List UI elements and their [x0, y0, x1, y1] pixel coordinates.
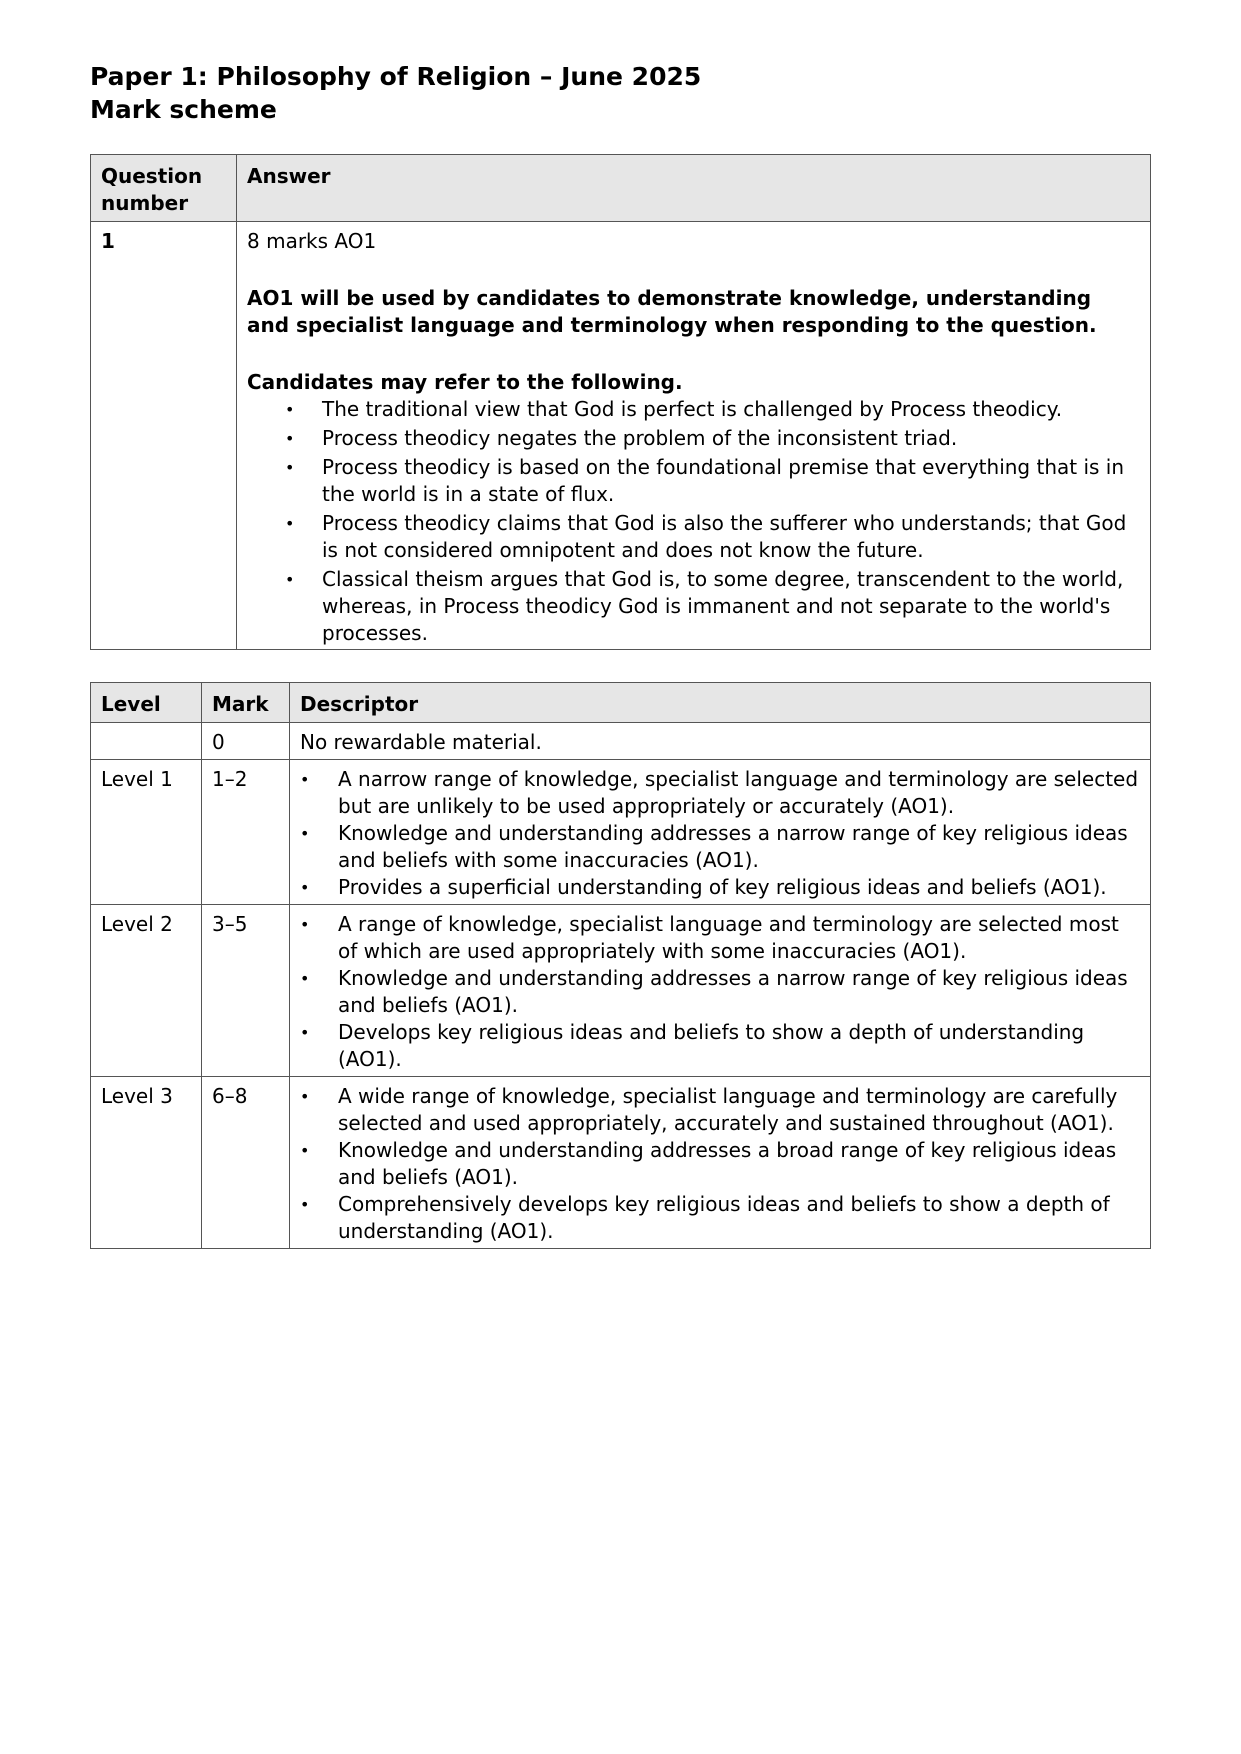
descriptor-bullet-list [300, 911, 1140, 1073]
bullet-icon: • [285, 429, 295, 448]
bullet-icon: • [300, 969, 310, 988]
list-item: • A range of knowledge, specialist language and terminology are selected most of which are used appropriately with some inaccuracies (AO1). [300, 912, 1119, 963]
list-item: • Comprehensively develops key religious ideas and beliefs to show a depth of understanding (AO1). [300, 1192, 1110, 1243]
answer-bullet-list [247, 396, 1140, 647]
may-refer-heading: Candidates may refer to the following. [247, 370, 683, 394]
bullet-icon: • [300, 824, 310, 843]
list-item: • Develops key religious ideas and beliefs to show a depth of understanding (AO1). [300, 1020, 1085, 1071]
bullet-icon: • [285, 400, 295, 419]
title-line-2: Mark scheme [90, 95, 277, 124]
page-title [90, 60, 1150, 126]
list-item: • Provides a superficial understanding of key religious ideas and beliefs (AO1). [300, 875, 1107, 899]
bullet-icon: • [300, 1087, 310, 1106]
level-cell: Level 2 [91, 905, 202, 1077]
list-item: • Knowledge and understanding addresses a broad range of key religious ideas and beliefs (AO1). [300, 1138, 1117, 1189]
descriptor-cell [290, 905, 1151, 1077]
descriptor-bullet-list [300, 1083, 1140, 1245]
level-cell: Level 1 [91, 760, 202, 905]
list-item: • Process theodicy claims that God is also the sufferer who understands; that God is not considered omnipotent and does not know the future. [285, 511, 1127, 562]
bullet-icon: • [300, 770, 310, 789]
bullet-icon: • [285, 514, 295, 533]
list-item: • A narrow range of knowledge, specialist language and terminology are selected but are unlikely to be used appropriately or accurately (AO1). [300, 767, 1139, 818]
answer-header: Answer [237, 155, 1151, 222]
title-line-1: Paper 1: Philosophy of Religion – June 2025 [90, 62, 702, 91]
question-number-header: Question number [91, 155, 237, 222]
list-item: • A wide range of knowledge, specialist language and terminology are carefully selected and used appropriately, accurately and sustained throughout (AO1). [300, 1084, 1118, 1135]
list-item: • The traditional view that God is perfect is challenged by Process theodicy. [285, 397, 1063, 421]
descriptor-cell [290, 1077, 1151, 1249]
descriptor-cell: No rewardable material. [290, 723, 1151, 760]
mark-cell: 0 [202, 723, 290, 760]
document-page [90, 60, 1150, 1249]
table-row [91, 760, 1151, 905]
levels-table-header-row [91, 683, 1151, 723]
bullet-icon: • [285, 570, 295, 589]
list-item: • Process theodicy negates the problem of the inconsistent triad. [285, 426, 958, 450]
bullet-icon: • [300, 1023, 310, 1042]
list-item: • Knowledge and understanding addresses a narrow range of key religious ideas and beliefs (AO1). [300, 966, 1128, 1017]
table-row [91, 1077, 1151, 1249]
list-item: • Knowledge and understanding addresses a narrow range of key religious ideas and beliefs with some inaccuracies (AO1). [300, 821, 1128, 872]
answer-cell [237, 222, 1151, 650]
bullet-icon: • [300, 915, 310, 934]
marks-line: 8 marks AO1 [247, 229, 377, 253]
ao1-statement: AO1 will be used by candidates to demonstrate knowledge, understanding and specialist language and terminology when responding to the question. [247, 286, 1097, 337]
level-cell: Level 3 [91, 1077, 202, 1249]
question-table-header-row [91, 155, 1151, 222]
question-row [91, 222, 1151, 650]
descriptor-cell [290, 760, 1151, 905]
question-number-cell: 1 [91, 222, 237, 650]
level-cell [91, 723, 202, 760]
question-table [90, 154, 1151, 650]
list-item: • Classical theism argues that God is, to some degree, transcendent to the world, whereas, in Process theodicy God is immanent and not separate to the world's processes. [285, 567, 1124, 645]
mark-cell: 1–2 [202, 760, 290, 905]
mark-cell: 3–5 [202, 905, 290, 1077]
mark-cell: 6–8 [202, 1077, 290, 1249]
levels-table [90, 682, 1151, 1249]
bullet-icon: • [285, 458, 295, 477]
table-row [91, 905, 1151, 1077]
bullet-icon: • [300, 878, 310, 897]
mark-header: Mark [202, 683, 290, 723]
table-row [91, 723, 1151, 760]
descriptor-header: Descriptor [290, 683, 1151, 723]
level-header: Level [91, 683, 202, 723]
bullet-icon: • [300, 1141, 310, 1160]
list-item: • Process theodicy is based on the foundational premise that everything that is in the world is in a state of flux. [285, 455, 1125, 506]
descriptor-bullet-list [300, 766, 1140, 901]
bullet-icon: • [300, 1195, 310, 1214]
